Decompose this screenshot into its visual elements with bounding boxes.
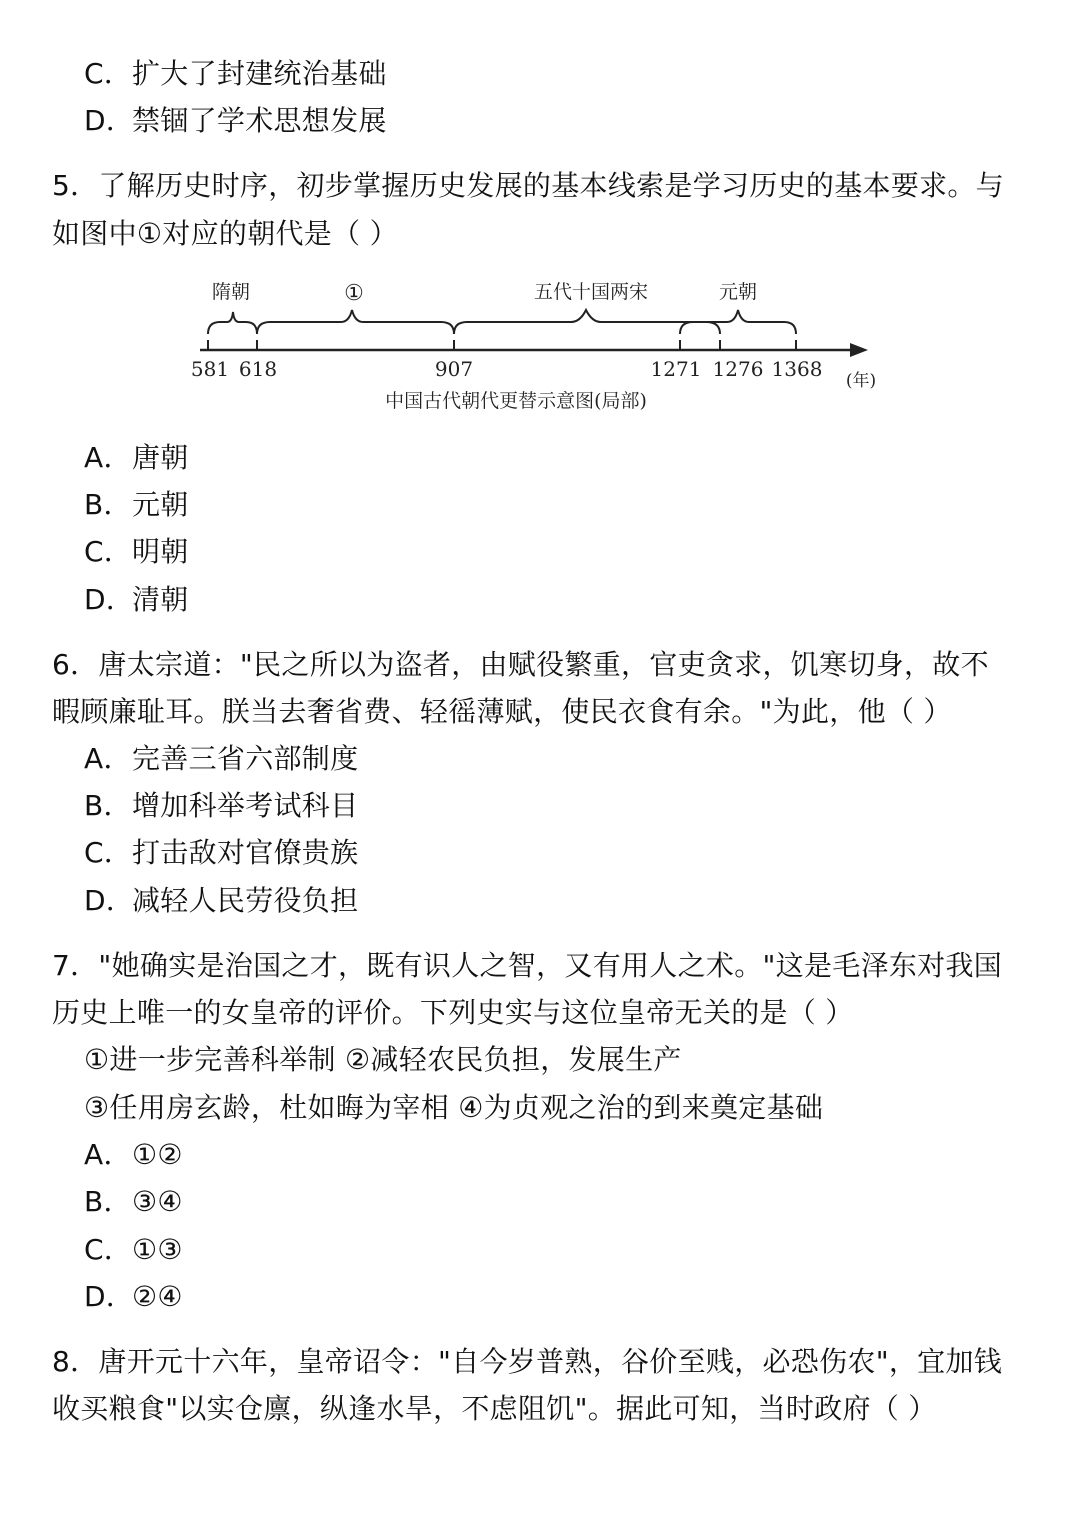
q6-option-c — [84, 833, 358, 873]
option-text: 扩大了封建统治基础 — [132, 57, 387, 90]
option-text: 元朝 — [132, 488, 189, 521]
q5-stem-line1 — [52, 166, 1004, 206]
question-text: "她确实是治国之才，既有识人之智，又有用人之术。"这是毛泽东对我国 — [98, 949, 1003, 982]
option-label: B． — [84, 789, 132, 822]
option-text: 减轻人民劳役负担 — [132, 884, 359, 917]
option-label: D． — [84, 583, 135, 616]
q5-option-d — [84, 580, 189, 620]
q6-option-a — [84, 739, 358, 779]
question-text: 唐太宗道："民之所以为盗者，由赋役繁重，官吏贪求，饥寒切身，故不 — [98, 648, 989, 681]
year-581: 581 — [190, 357, 230, 381]
question-number: 5． — [52, 169, 99, 202]
q6-option-b — [84, 786, 358, 826]
question-text: 了解历史时序，初步掌握历史发展的基本线索是学习历史的基本要求。与 — [98, 169, 1005, 202]
brace-sui — [208, 312, 257, 334]
figure-caption: 中国古代朝代更替示意图(局部) — [385, 390, 647, 412]
q6-stem-line1 — [52, 645, 989, 685]
option-label: C． — [84, 1233, 133, 1266]
q7-statements-line2: ③任用房玄龄，杜如晦为宰相 ④为贞观之治的到来奠定基础 — [84, 1091, 824, 1124]
question-number: 7． — [52, 949, 99, 982]
label-sui: 隋朝 — [211, 281, 251, 303]
q7-stem-line2: 历史上唯一的女皇帝的评价。下列史实与这位皇帝无关的是（ ） — [52, 996, 854, 1029]
q8-stem-line1 — [52, 1342, 1002, 1382]
option-text: 完善三省六部制度 — [132, 742, 359, 775]
year-907: 907 — [434, 357, 474, 381]
option-text: ①③ — [132, 1233, 183, 1266]
year-1368: 1368 — [771, 357, 823, 381]
label-wudai-song: 五代十国两宋 — [533, 281, 649, 303]
q5-option-b — [84, 485, 189, 525]
option-label: C． — [84, 535, 133, 568]
q4-option-c — [84, 54, 387, 94]
option-label: B． — [84, 488, 132, 521]
option-label: D． — [84, 884, 135, 917]
option-text: 打击敌对官僚贵族 — [132, 836, 359, 869]
q5-option-a — [84, 438, 189, 478]
year-1276: 1276 — [712, 357, 764, 381]
option-text: 增加科举考试科目 — [132, 789, 359, 822]
option-label: D． — [84, 1280, 135, 1313]
q5-option-c — [84, 532, 189, 572]
q8-stem-line2: 收买粮食"以实仓廪，纵逢水旱，不虑阻饥"。据此可知，当时政府（ ） — [52, 1392, 937, 1425]
option-text: ①② — [132, 1138, 183, 1171]
brace-unknown — [257, 310, 454, 334]
q6-option-d — [84, 881, 358, 921]
option-text: ③④ — [132, 1185, 183, 1218]
q6-stem-line2: 暇顾廉耻耳。朕当去奢省费、轻徭薄赋，使民衣食有余。"为此，他（ ） — [52, 695, 952, 728]
year-618: 618 — [238, 357, 278, 381]
brace-yuan — [680, 310, 796, 334]
question-text: 唐开元十六年，皇帝诏令："自今岁普熟，谷价至贱，必恐伤农"，宜加钱 — [98, 1345, 1003, 1378]
option-text: 禁锢了学术思想发展 — [132, 104, 387, 137]
option-label: A． — [84, 742, 132, 775]
year-1271: 1271 — [650, 357, 702, 381]
option-label: A． — [84, 1138, 132, 1171]
option-text: 唐朝 — [132, 441, 189, 474]
option-label: B． — [84, 1185, 132, 1218]
q7-option-d — [84, 1277, 183, 1317]
label-yuan: 元朝 — [718, 281, 758, 303]
option-label: D． — [84, 104, 135, 137]
q4-option-d — [84, 101, 387, 141]
option-label: A． — [84, 441, 132, 474]
question-number: 8． — [52, 1345, 99, 1378]
question-number: 6． — [52, 648, 99, 681]
q7-option-a — [84, 1135, 183, 1175]
axis-arrow — [850, 343, 868, 357]
dynasty-timeline-figure — [186, 276, 892, 422]
axis-unit: (年) — [845, 371, 877, 391]
option-label: C． — [84, 57, 133, 90]
q7-option-c — [84, 1230, 183, 1270]
q5-stem-line2: 如图中①对应的朝代是（ ） — [52, 217, 398, 250]
q7-option-b — [84, 1182, 183, 1222]
option-label: C． — [84, 836, 133, 869]
q7-stem-line1 — [52, 946, 1002, 986]
option-text: ②④ — [132, 1280, 183, 1313]
option-text: 明朝 — [132, 535, 189, 568]
option-text: 清朝 — [132, 583, 189, 616]
label-unknown: ① — [344, 281, 364, 306]
q7-statements-line1: ①进一步完善科举制 ②减轻农民负担，发展生产 — [84, 1043, 682, 1076]
